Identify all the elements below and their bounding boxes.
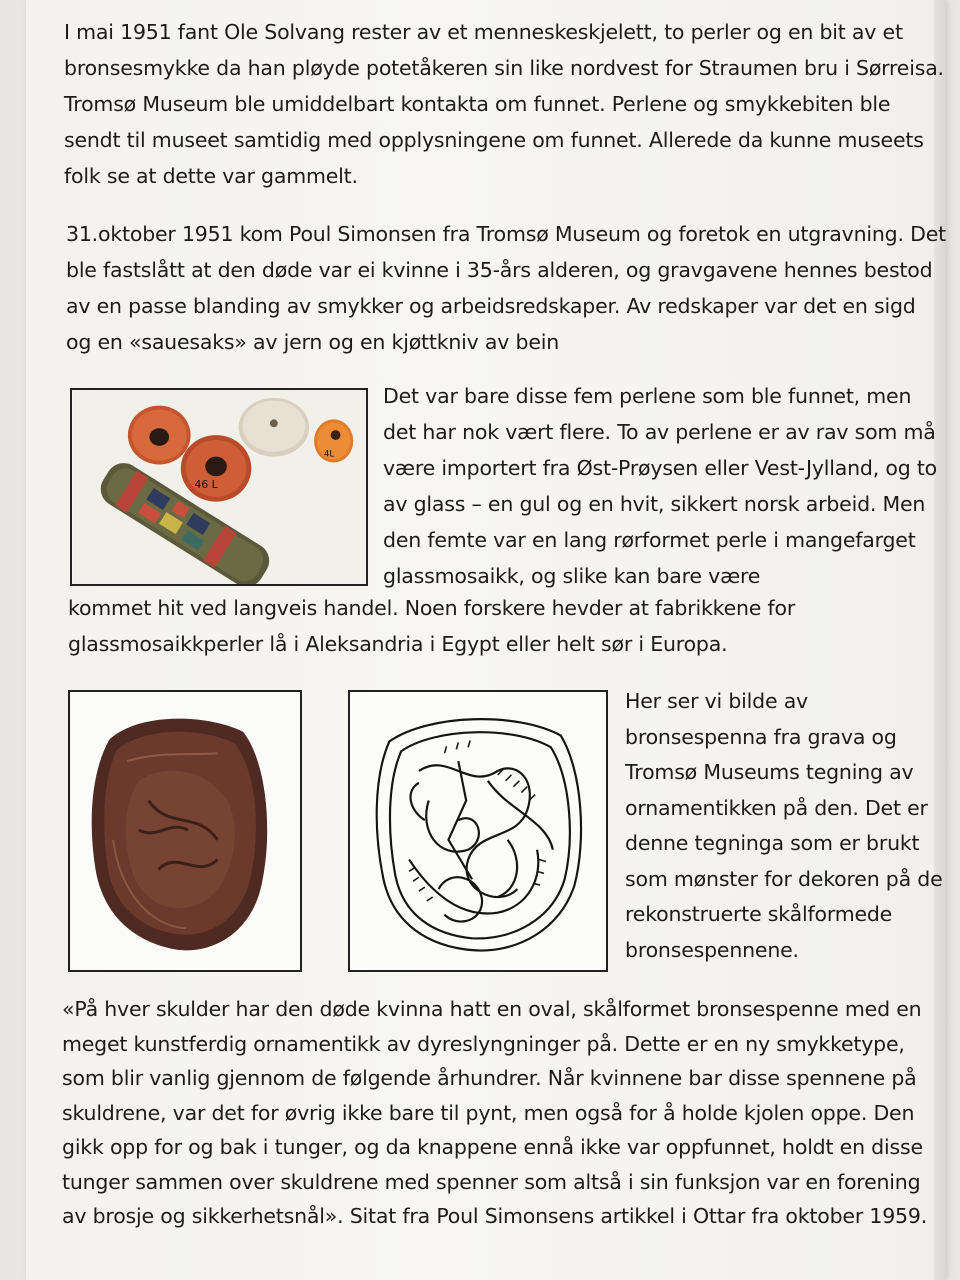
- paragraph-brooch: Her ser vi bilde av bronsespenna fra grava og Tromsø Museums tegning av ornamentikken på den. Det er denne tegninga som er brukt som mønster for dekoren på de rekonstruerte skålformede bronsespennene.: [625, 689, 943, 962]
- amber-bead-2: [181, 435, 252, 502]
- svg-text:46 L: 46 L: [194, 477, 218, 491]
- ornament-drawing: [348, 690, 608, 972]
- paragraph-quote: «På hver skulder har den døde kvinna hatt en oval, skålformet bronsespenne med en meget kunstferdig ornamentikk av dyreslyngninger på. Dette er en ny smykketype, som blir vanlig gjennom de følgende århundrer. Når kvinnene bar disse spennene på skuldrene, var det for øvrig ikke bare til pynt, men også for å holde kjolen oppe. Den gikk opp for og bak i tunger, og da knappene ennå ikke var oppfunnet, holdt en disse tunger sammen over skuldrene med spenner som altså i sin funksjon var en forening av brosje og sikkerhetsnål». Sitat fra Poul Simonsens artikkel i Ottar fra oktober 1959.: [62, 997, 928, 1228]
- paragraph-discovery: I mai 1951 fant Ole Solvang rester av et menneskeskjelett, to perler og en bit av et bronsesmykke da han pløyde potetåkeren sin like nordvest for Straumen bru i Sørreisa. Tromsø Museum ble umiddelbart kontakta om funnet. Perlene og smykkebiten ble sendt til museet samtidig med opplysningene om funnet. Allerede da kunne museets folk se at dette var gammelt.: [64, 20, 944, 188]
- white-bead: [239, 398, 310, 457]
- svg-text:4L: 4L: [323, 449, 335, 460]
- ornament-line-drawing: [350, 692, 606, 970]
- amber-bead-1: [128, 406, 191, 465]
- beads-illustration: [72, 390, 366, 584]
- yellow-bead: [314, 419, 353, 462]
- paragraph-beads-continued: kommet hit ved langveis handel. Noen forskere hevder at fabrikkene for glassmosaikkperler lå i Aleksandria i Egypt eller helt sør i Europa.: [68, 596, 796, 656]
- paragraph-beads: Det var bare disse fem perlene som ble funnet, men det har nok vært flere. To av perlene er av rav som må være importert fra Øst-Prøysen eller Vest-Jylland, og to av glass – en gul og en hvit, sikkert norsk arbeid. Men den femte var en lang rørformet perle i mangefarget glassmosaikk, og slike kan bare være: [383, 384, 938, 588]
- brooch-illustration: [70, 692, 300, 970]
- beads-photo: [70, 388, 368, 586]
- brooch-photo: [68, 690, 302, 972]
- paragraph-excavation: 31.oktober 1951 kom Poul Simonsen fra Tromsø Museum og foretok en utgravning. Det ble fastslått at den døde var ei kvinne i 35-års alderen, og gravgavene hennes bestod av en passe blanding av smykker og arbeidsredskaper. Av redskaper var det en sigd og en «sauesaks» av jern og en kjøttkniv av bein: [66, 222, 946, 354]
